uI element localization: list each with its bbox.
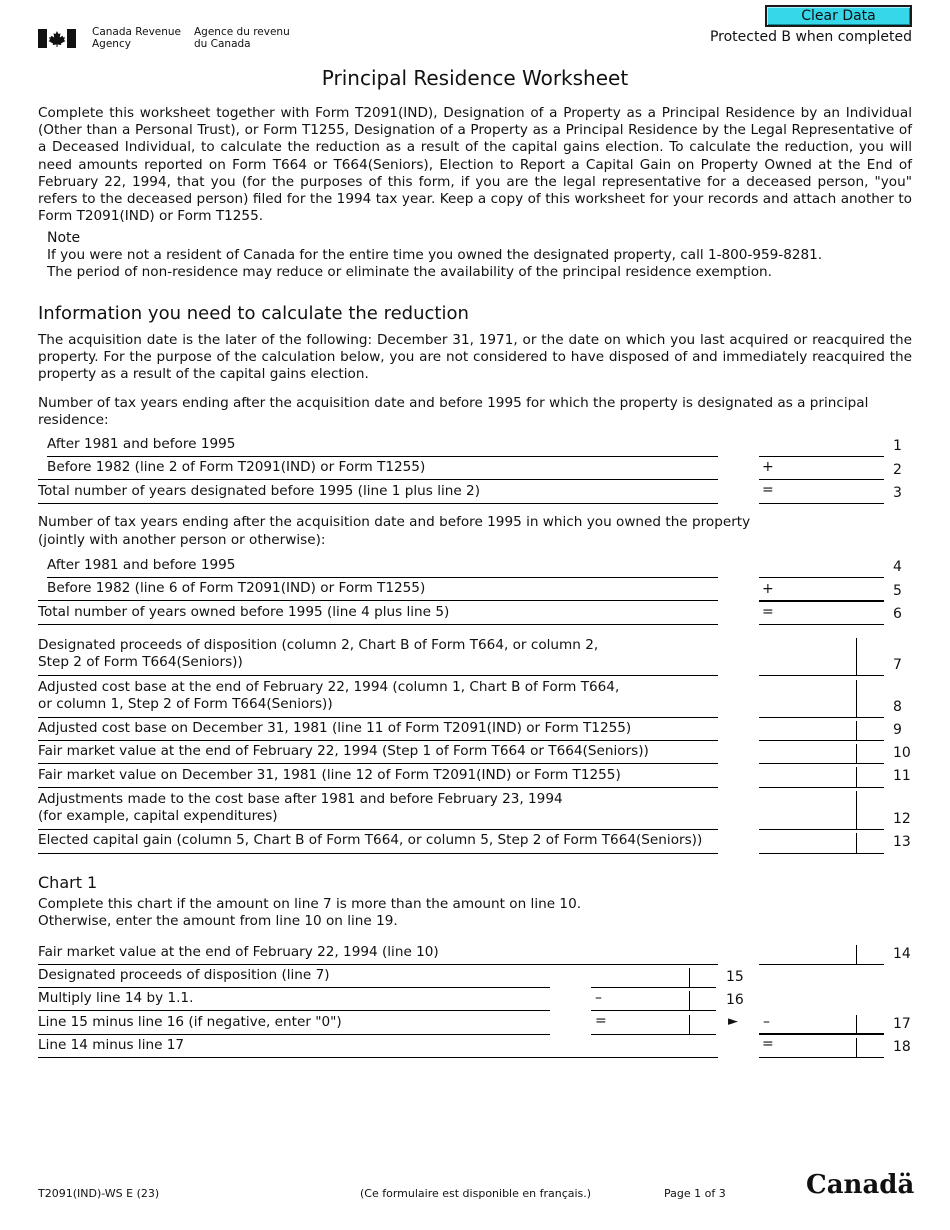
- line-number-13: 13: [893, 834, 911, 850]
- arrow-icon: ►: [728, 1014, 738, 1029]
- line-8-input[interactable]: [759, 680, 884, 717]
- line-16-input[interactable]: [591, 991, 716, 1010]
- line-number-16: 16: [726, 992, 744, 1008]
- line-12-input[interactable]: [759, 791, 884, 829]
- line-2-input[interactable]: [759, 461, 884, 479]
- chart-1-heading: Chart 1: [38, 873, 98, 892]
- minus-sign: –: [595, 990, 602, 1006]
- equals-sign: =: [762, 1036, 774, 1052]
- equals-sign: =: [762, 482, 774, 498]
- line-3-label: Total number of years designated before 1995 (line 1 plus line 2): [38, 483, 481, 499]
- line-13-label: Elected capital gain (column 5, Chart B of Form T664, or column 5, Step 2 of Form T664(Seniors)): [38, 832, 703, 848]
- note-heading: Note: [47, 230, 81, 246]
- line-9-input[interactable]: [759, 721, 884, 740]
- note-line-2: The period of non-residence may reduce or eliminate the availability of the principal residence exemption.: [47, 264, 772, 280]
- line-5-label: Before 1982 (line 6 of Form T2091(IND) or Form T1255): [47, 580, 426, 596]
- line-number-10: 10: [893, 745, 911, 761]
- line-7-input[interactable]: [759, 638, 884, 675]
- line-7-label-a: Designated proceeds of disposition (column 2, Chart B of Form T664, or column 2,: [38, 637, 599, 653]
- owned-years-question-2: (jointly with another person or otherwise):: [38, 532, 326, 548]
- line-number-11: 11: [893, 768, 911, 784]
- line-3-input[interactable]: [759, 485, 884, 503]
- line-17-input[interactable]: [759, 1015, 884, 1034]
- line-14-label: Fair market value at the end of February 22, 1994 (line 10): [38, 944, 439, 960]
- line-15-label: Designated proceeds of disposition (line 7): [38, 967, 330, 983]
- line-5-input[interactable]: [759, 582, 884, 600]
- line-number-14: 14: [893, 946, 911, 962]
- line-11-label: Fair market value on December 31, 1981 (line 12 of Form T2091(IND) or Form T1255): [38, 767, 621, 783]
- line-number-15: 15: [726, 969, 744, 985]
- owned-years-question-1: Number of tax years ending after the acquisition date and before 1995 in which you owned the property: [38, 514, 751, 530]
- line-number-8: 8: [893, 699, 902, 715]
- equals-sign: =: [595, 1013, 607, 1029]
- line-8-label-a: Adjusted cost base at the end of February 22, 1994 (column 1, Chart B of Form T664,: [38, 679, 620, 695]
- line-6-label: Total number of years owned before 1995 (line 4 plus line 5): [38, 604, 450, 620]
- line-2-label: Before 1982 (line 2 of Form T2091(IND) or Form T1255): [47, 459, 426, 475]
- line-17a-input[interactable]: [591, 1015, 716, 1034]
- line-number-3: 3: [893, 485, 902, 501]
- line-number-1: 1: [893, 438, 902, 454]
- intro-paragraph: Complete this worksheet together with Form T2091(IND), Designation of a Property as a Principal Residence by an Individual (Other than a Personal Trust), or Form T1255, Designation of a Property as a Principal Residence by the Legal Representative of a Deceased Individual, to calculate the reduction as a result of the capital gains election. To calculate the reduction, you will need amounts reported on Form T664 or T664(Seniors), Election to Report a Capital Gain on Property Owned at the End of February 22, 1994, that you (for the purposes of this form, if you are the legal representative for a deceased person, "you" refers to the deceased person) filed for the 1994 tax year. Keep a copy of this worksheet for your records and attach another to Form T2091(IND) or Form T1255.: [38, 105, 912, 225]
- line-number-5: 5: [893, 583, 902, 599]
- line-16-label: Multiply line 14 by 1.1.: [38, 990, 194, 1006]
- french-availability: (Ce formulaire est disponible en français.): [360, 1187, 592, 1200]
- note-line-1: If you were not a resident of Canada for the entire time you owned the designated property, call 1-800-959-8281.: [47, 247, 823, 263]
- line-18-label: Line 14 minus line 17: [38, 1037, 185, 1053]
- line-number-17: 17: [893, 1016, 911, 1032]
- line-1-input[interactable]: [759, 438, 884, 456]
- line-10-input[interactable]: [759, 744, 884, 763]
- page-number: Page 1 of 3: [664, 1187, 726, 1200]
- plus-sign: +: [762, 459, 774, 475]
- chart-1-description-1: Complete this chart if the amount on line 7 is more than the amount on line 10.: [38, 896, 582, 912]
- agency-name-en-1: Canada Revenue: [92, 26, 182, 38]
- chart-1-description-2: Otherwise, enter the amount from line 10 on line 19.: [38, 913, 398, 929]
- canada-wordmark: Canadä: [806, 1170, 915, 1200]
- line-13-input[interactable]: [759, 833, 884, 853]
- line-10-label: Fair market value at the end of February 22, 1994 (Step 1 of Form T664 or T664(Seniors)): [38, 743, 649, 759]
- line-number-9: 9: [893, 722, 902, 738]
- designated-years-question: Number of tax years ending after the acquisition date and before 1995 for which the property is designated as a principal residence:: [38, 395, 869, 429]
- line-9-label: Adjusted cost base on December 31, 1981 (line 11 of Form T2091(IND) or Form T1255): [38, 720, 632, 736]
- clear-data-button[interactable]: Clear Data: [765, 5, 912, 27]
- line-7-label-b: Step 2 of Form T664(Seniors)): [38, 654, 243, 670]
- agency-name-fr-2: du Canada: [194, 38, 251, 50]
- line-17-label: Line 15 minus line 16 (if negative, enter "0"): [38, 1014, 342, 1030]
- line-11-input[interactable]: [759, 767, 884, 787]
- form-code: T2091(IND)-WS E (23): [38, 1187, 160, 1200]
- line-6-input[interactable]: [759, 606, 884, 624]
- line-number-2: 2: [893, 462, 902, 478]
- section-heading-reduction: Information you need to calculate the reduction: [38, 303, 469, 324]
- line-12-label-b: (for example, capital expenditures): [38, 808, 278, 824]
- protected-label: Protected B when completed: [709, 29, 912, 45]
- line-number-18: 18: [893, 1039, 911, 1055]
- plus-sign: +: [762, 581, 774, 597]
- line-15-input[interactable]: [591, 968, 716, 987]
- line-number-4: 4: [893, 559, 902, 575]
- agency-name-en-2: Agency: [92, 38, 131, 50]
- canada-flag-logo: [38, 29, 76, 48]
- acquisition-date-paragraph: The acquisition date is the later of the following: December 31, 1971, or the date on which you last acquired or reacquired the property. For the purpose of the calculation below, you are not considered to have disposed of and immediately reacquired the property as a result of the capital gains election.: [38, 332, 912, 383]
- agency-name-fr-1: Agence du revenu: [194, 26, 290, 38]
- line-18-input[interactable]: [759, 1038, 884, 1057]
- line-8-label-b: or column 1, Step 2 of Form T664(Seniors)): [38, 696, 333, 712]
- line-number-6: 6: [893, 606, 902, 622]
- page-title: Principal Residence Worksheet: [321, 66, 629, 90]
- line-number-7: 7: [893, 657, 902, 673]
- line-12-label-a: Adjustments made to the cost base after 1981 and before February 23, 1994: [38, 791, 563, 807]
- line-4-input[interactable]: [759, 559, 884, 577]
- minus-sign: –: [763, 1014, 770, 1030]
- line-4-label: After 1981 and before 1995: [47, 557, 236, 573]
- line-1-label: After 1981 and before 1995: [47, 436, 236, 452]
- line-number-12: 12: [893, 811, 911, 827]
- equals-sign: =: [762, 604, 774, 620]
- line-14-input[interactable]: [759, 945, 884, 964]
